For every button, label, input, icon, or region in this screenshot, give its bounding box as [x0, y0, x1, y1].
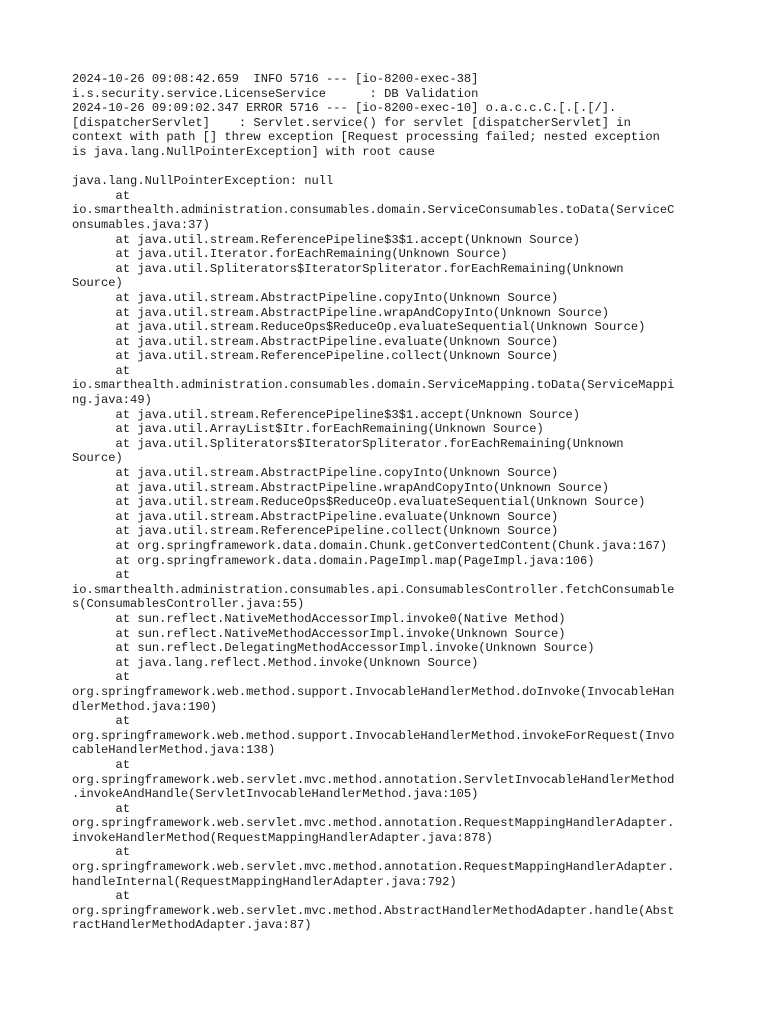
log-line: ng.java:49)	[72, 393, 152, 408]
log-line: at java.util.stream.AbstractPipeline.evaluate(Unknown Source)	[72, 334, 559, 349]
log-line: org.springframework.web.method.support.InvocableHandlerMethod.invokeForRequest(Invo	[72, 728, 675, 743]
log-line: org.springframework.web.method.support.InvocableHandlerMethod.doInvoke(InvocableHan	[72, 684, 675, 699]
log-line: invokeHandlerMethod(RequestMappingHandlerAdapter.java:878)	[72, 830, 493, 845]
log-line: java.lang.NullPointerException: null	[72, 174, 334, 189]
log-line: org.springframework.web.servlet.mvc.method.annotation.ServletInvocableHandlerMethod	[72, 772, 675, 787]
log-line: at java.util.stream.ReferencePipeline.collect(Unknown Source)	[72, 524, 559, 539]
log-line: at	[72, 363, 131, 378]
log-line: dlerMethod.java:190)	[72, 699, 218, 714]
log-line: at org.springframework.data.domain.Chunk.getConvertedContent(Chunk.java:167)	[72, 539, 668, 553]
log-line: io.smarthealth.administration.consumables.domain.ServiceMapping.toData(ServiceMappi	[72, 378, 675, 393]
log-line: at	[72, 188, 131, 203]
log-line: context with path [] threw exception [Request processing failed; nested exception	[72, 130, 660, 145]
log-line: at java.util.stream.ReduceOps$ReduceOp.evaluateSequential(Unknown Source)	[72, 320, 646, 335]
log-line: ractHandlerMethodAdapter.java:87)	[72, 918, 312, 933]
log-line: org.springframework.web.servlet.mvc.method.AbstractHandlerMethodAdapter.handle(Abst	[72, 903, 675, 918]
log-line: at java.util.stream.ReferencePipeline.collect(Unknown Source)	[72, 349, 559, 364]
stack-trace-log	[72, 72, 702, 933]
log-line: at	[72, 568, 131, 583]
log-line: at	[72, 757, 131, 772]
log-line: at sun.reflect.NativeMethodAccessorImpl.invoke0(Native Method)	[72, 611, 566, 626]
log-line: at java.util.Iterator.forEachRemaining(Unknown Source)	[72, 247, 508, 262]
log-line: at java.util.Spliterators$IteratorSpliterator.forEachRemaining(Unknown	[72, 436, 624, 451]
log-line: at java.util.stream.ReduceOps$ReduceOp.evaluateSequential(Unknown Source)	[72, 495, 646, 510]
log-line: at java.util.ArrayList$Itr.forEachRemaining(Unknown Source)	[72, 422, 544, 437]
log-line: cableHandlerMethod.java:138)	[72, 743, 276, 758]
log-line: at java.util.stream.AbstractPipeline.wrapAndCopyInto(Unknown Source)	[72, 480, 610, 495]
log-line: Source)	[72, 451, 123, 466]
log-line: at java.util.stream.ReferencePipeline$3$1.accept(Unknown Source)	[72, 407, 581, 422]
log-line: at java.util.stream.AbstractPipeline.copyInto(Unknown Source)	[72, 466, 559, 481]
log-line: 2024-10-26 09:09:02.347 ERROR 5716 --- [io-8200-exec-10] o.a.c.c.C.[.[.[/].	[72, 101, 617, 116]
log-line: onsumables.java:37)	[72, 217, 210, 232]
log-line: at java.util.stream.AbstractPipeline.copyInto(Unknown Source)	[72, 290, 559, 305]
log-line: at java.util.stream.AbstractPipeline.evaluate(Unknown Source)	[72, 509, 559, 524]
log-line: org.springframework.web.servlet.mvc.method.annotation.RequestMappingHandlerAdapter.	[72, 860, 675, 875]
log-line: handleInternal(RequestMappingHandlerAdapter.java:792)	[72, 874, 457, 889]
log-line: at	[72, 889, 131, 904]
log-line: i.s.security.service.LicenseService : DB Validation	[72, 86, 479, 101]
log-line: is java.lang.NullPointerException] with root cause	[72, 144, 435, 159]
log-line: [dispatcherServlet] : Servlet.service() for servlet [dispatcherServlet] in	[72, 115, 631, 130]
log-line: io.smarthealth.administration.consumables.api.ConsumablesController.fetchConsumable	[72, 582, 675, 597]
log-line: at java.util.Spliterators$IteratorSpliterator.forEachRemaining(Unknown	[72, 261, 624, 276]
log-line: .invokeAndHandle(ServletInvocableHandlerMethod.java:105)	[72, 787, 479, 802]
log-line: s(ConsumablesController.java:55)	[72, 597, 305, 612]
blank-line	[72, 160, 702, 175]
log-line: at sun.reflect.NativeMethodAccessorImpl.invoke(Unknown Source)	[72, 626, 566, 641]
log-line: at java.util.stream.ReferencePipeline$3$1.accept(Unknown Source)	[72, 232, 581, 247]
log-line: at	[72, 714, 131, 729]
log-line: io.smarthealth.administration.consumables.domain.ServiceConsumables.toData(ServiceC	[72, 203, 675, 218]
log-line: at	[72, 670, 131, 685]
log-line: Source)	[72, 276, 123, 291]
log-line: 2024-10-26 09:08:42.659 INFO 5716 --- [io-8200-exec-38]	[72, 72, 479, 86]
log-line: at java.lang.reflect.Method.invoke(Unknown Source)	[72, 655, 479, 670]
log-line: org.springframework.web.servlet.mvc.method.annotation.RequestMappingHandlerAdapter.	[72, 816, 675, 831]
log-line: at	[72, 801, 131, 816]
log-line: at java.util.stream.AbstractPipeline.wrapAndCopyInto(Unknown Source)	[72, 305, 610, 320]
log-line: at	[72, 845, 131, 860]
log-line: at sun.reflect.DelegatingMethodAccessorImpl.invoke(Unknown Source)	[72, 641, 595, 656]
log-line: at org.springframework.data.domain.PageImpl.map(PageImpl.java:106)	[72, 553, 595, 568]
